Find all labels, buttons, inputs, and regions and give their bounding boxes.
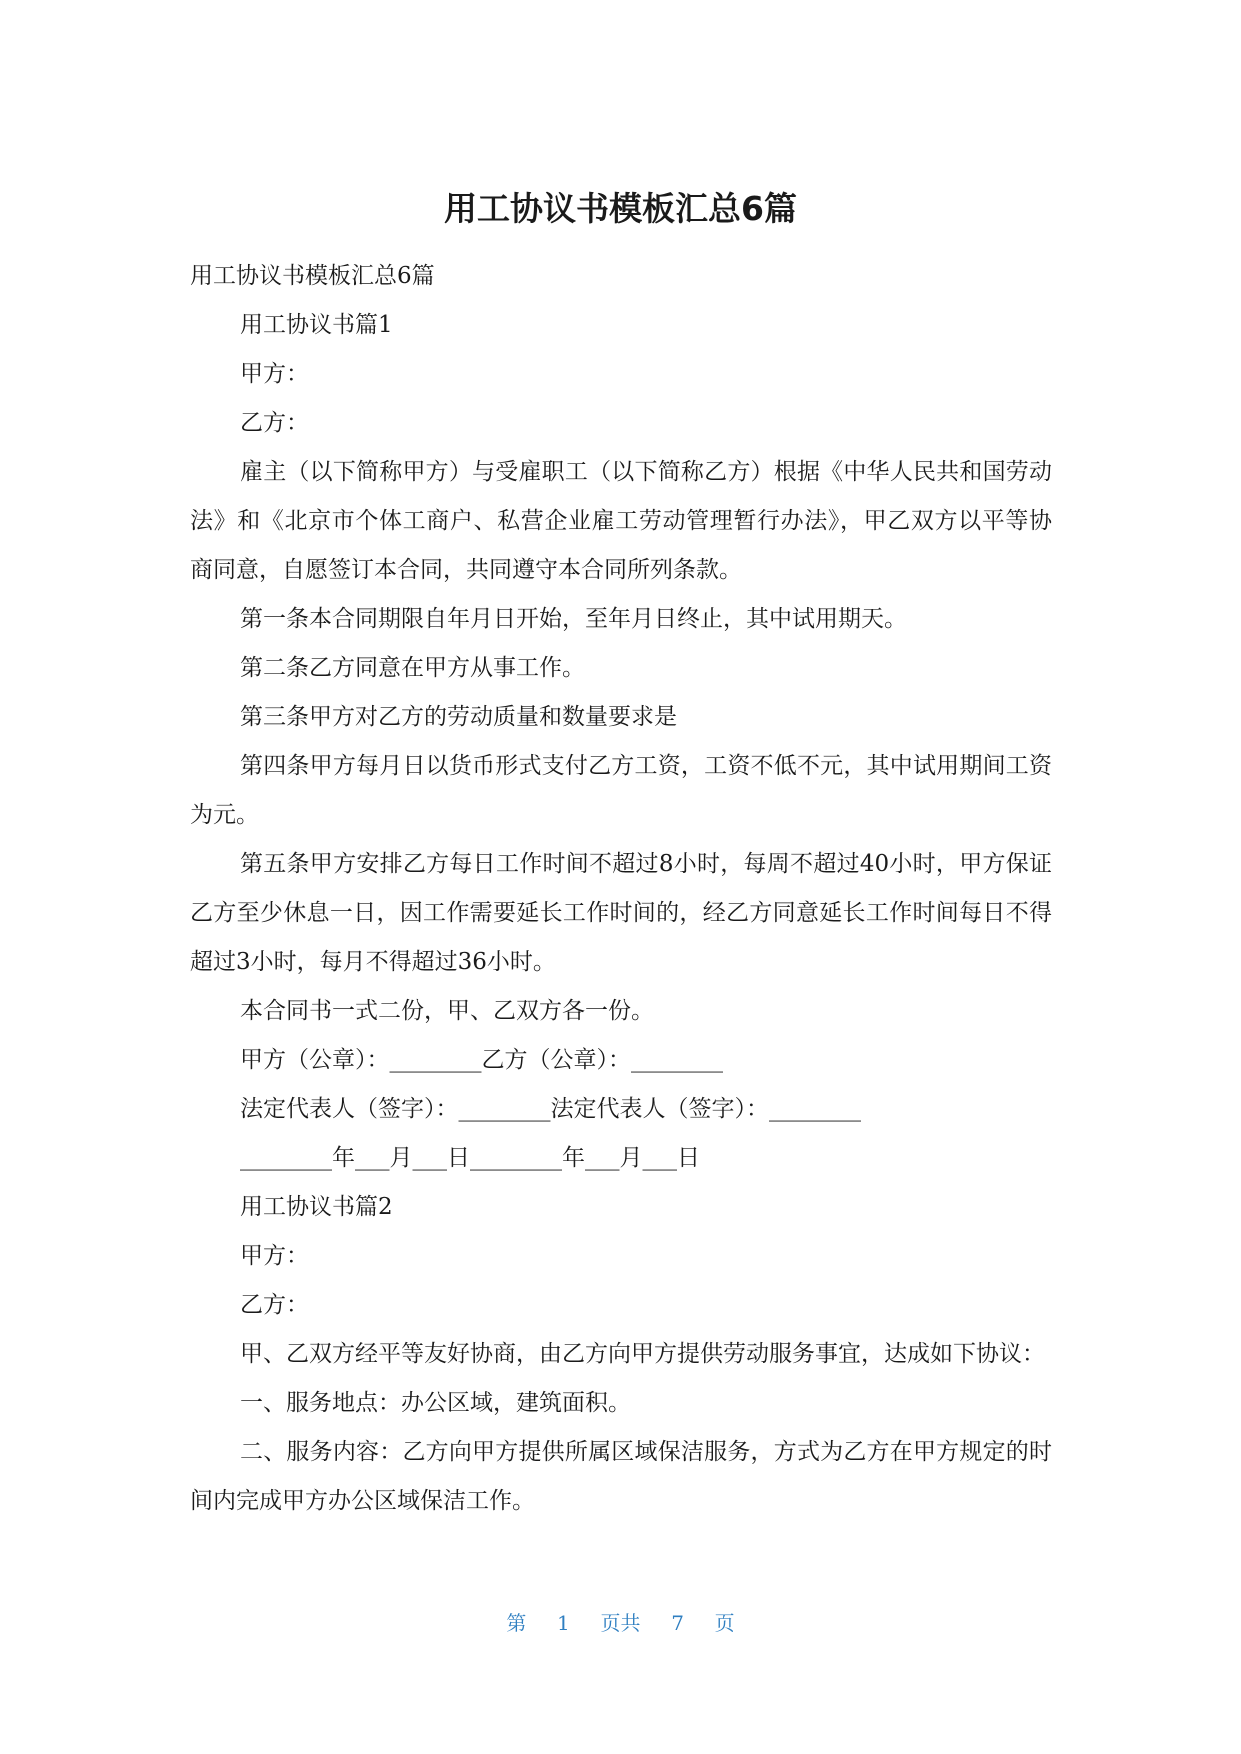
paragraph: 第二条乙方同意在甲方从事工作。 xyxy=(240,655,585,681)
signature-line: 法定代表人（签字）：________法定代表人（签字）：________ xyxy=(240,1096,861,1122)
section-heading: 用工协议书篇1 xyxy=(240,312,393,338)
date-line: ________年___月___日________年___月___日 xyxy=(240,1145,700,1171)
paragraph: 甲、乙双方经平等友好协商，由乙方向甲方提供劳动服务事宜，达成如下协议： xyxy=(240,1341,1045,1367)
paragraph: 第一条本合同期限自年月日开始，至年月日终止，其中试用期天。 xyxy=(240,606,907,632)
paragraph: 二、服务内容：乙方向甲方提供所属区域保洁服务，方式为乙方在甲方规定的时间内完成甲方办公区域保洁工作。 xyxy=(190,1439,1052,1514)
paragraph: 乙方： xyxy=(240,410,309,436)
page-mid-label: 页共 xyxy=(600,1611,641,1635)
signature-line: 甲方（公章）：________乙方（公章）：________ xyxy=(240,1047,723,1073)
paragraph: 第三条甲方对乙方的劳动质量和数量要求是 xyxy=(240,704,677,730)
section-heading: 用工协议书篇2 xyxy=(240,1194,393,1220)
total-pages-number: 7 xyxy=(671,1611,684,1635)
paragraph: 乙方： xyxy=(240,1292,309,1318)
paragraph: 一、服务地点：办公区域，建筑面积。 xyxy=(240,1390,631,1416)
document-title: 用工协议书模板汇总6篇 xyxy=(444,189,797,228)
paragraph: 甲方： xyxy=(240,1243,309,1269)
page-footer xyxy=(0,1607,1241,1636)
page-suffix-label: 页 xyxy=(714,1611,735,1635)
paragraph: 甲方： xyxy=(240,361,309,387)
paragraph: 第四条甲方每月日以货币形式支付乙方工资，工资不低不元，其中试用期间工资为元。 xyxy=(190,753,1052,828)
paragraph: 本合同书一式二份，甲、乙双方各一份。 xyxy=(240,998,654,1024)
paragraph: 第五条甲方安排乙方每日工作时间不超过8小时，每周不超过40小时，甲方保证乙方至少休息一日，因工作需要延长工作时间的，经乙方同意延长工作时间每日不得超过3小时，每月不得超过36小时。 xyxy=(190,851,1052,975)
page-label: 第 xyxy=(506,1611,527,1635)
paragraph: 雇主（以下简称甲方）与受雇职工（以下简称乙方）根据《中华人民共和国劳动法》和《北京市个体工商户、私营企业雇工劳动管理暂行办法》，甲乙双方以平等协商同意，自愿签订本合同，共同遵守本合同所列条款。 xyxy=(190,459,1052,583)
current-page-number: 1 xyxy=(557,1611,570,1635)
paragraph: 用工协议书模板汇总6篇 xyxy=(190,263,435,289)
document-body xyxy=(190,252,1052,1526)
